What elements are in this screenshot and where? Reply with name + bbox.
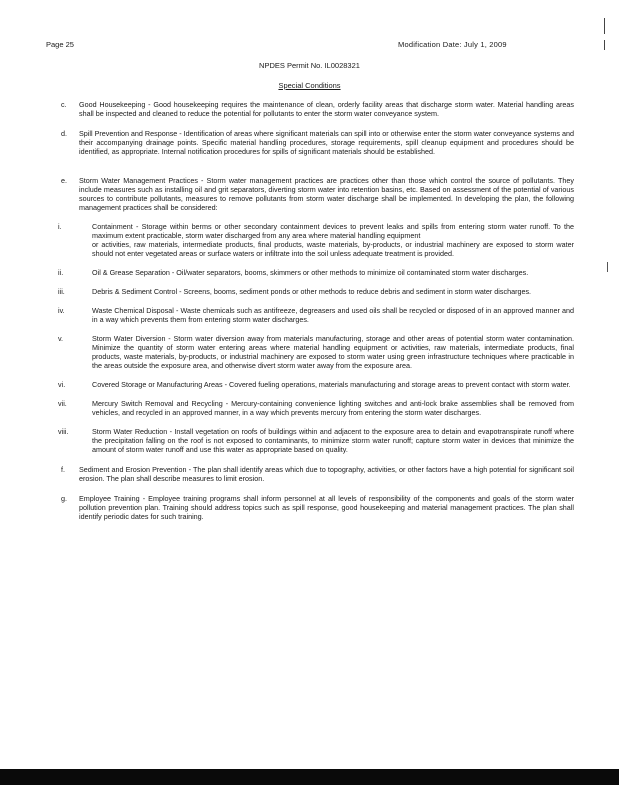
sub-item-text: Waste Chemical Disposal - Waste chemicals such as antifreeze, degreasers and used oils shall be recycled or disposed of in an approved manner and in a way which prevents them from entering storm water discharges. xyxy=(92,306,574,324)
item-text: Employee Training - Employee training programs shall inform personnel at all levels of responsibility of the components and goals of the storm water pollution prevention plan. Training should address topics such as spill response, good housekeeping and material management practices. The plan shall identify periodic dates for such training. xyxy=(79,494,574,521)
sub-item-text: Mercury Switch Removal and Recycling - Mercury-containing convenience lighting switches and anti-lock brake assemblies shall be removed from vehicles, and recycled in an approved manner, in a way which prevents mercury from entering the storm water discharges. xyxy=(92,399,574,417)
scan-mark xyxy=(604,40,605,50)
item-text: Good Housekeeping - Good housekeeping requires the maintenance of clean, orderly facility areas that discharge storm water. Material handling areas shall be inspected and cleaned to reduce the potential for pollutants to enter the storm water conveyance system. xyxy=(79,100,574,118)
sub-item xyxy=(46,287,574,296)
permit-number: NPDES Permit No. IL0028321 xyxy=(259,61,360,70)
sub-item-label: vi. xyxy=(58,380,66,389)
item-text: Spill Prevention and Response - Identification of areas where significant materials can spill into or otherwise enter the storm water conveyance systems and their accompanying drainage points. Specific material handling procedures, storage requirements, spill cleanup equipment and procedures should be identified, as appropriate. Internal notification procedures for spills of significant materials should be established. xyxy=(79,129,574,156)
sub-item-label: iv. xyxy=(58,306,65,315)
sub-item-text: Debris & Sediment Control - Screens, booms, sediment ponds or other methods to reduce debris and sediment in storm water discharges. xyxy=(92,287,532,296)
scan-mark xyxy=(607,262,608,272)
sub-item-label: iii. xyxy=(58,287,65,296)
item-text: Storm Water Management Practices - Storm water management practices are practices other than those which control the source of pollutants. They include measures such as installing oil and grit separators, diverting storm water into retention basins, etc. Based on assessment of the potential of various sources to contribute pollutants, measures to remove pollutants from storm water discharge shall be implemented. In developing the plan, the following management practices shall be considered: xyxy=(79,176,574,212)
sub-item-text: Storm Water Diversion - Storm water diversion away from materials manufacturing, storage and other areas of potential storm water contamination. Minimize the quantity of storm water entering areas where material handling equipment or activities, raw materials, intermediate products, final products, waste materials, by-products, or industrial machinery are exposed to storm water using green infrastructure techniques where practicable in the areas outside the exposure area, and otherwise divert storm water away from the exposure area. xyxy=(92,334,574,370)
scan-border xyxy=(0,769,619,785)
sub-item-label: viii. xyxy=(58,427,69,436)
page-number: Page 25 xyxy=(46,40,74,49)
sub-item xyxy=(46,268,574,277)
sub-item-label: v. xyxy=(58,334,64,343)
sub-item-label: vii. xyxy=(58,399,67,408)
section-title: Special Conditions xyxy=(278,81,341,90)
sub-item-label: i. xyxy=(58,222,62,231)
list-item xyxy=(46,100,574,118)
sub-item xyxy=(46,399,574,417)
sub-item-text: Containment - Storage within berms or other secondary containment devices to prevent leaks and spills from entering storm water runoff. To the maximum extent practicable, storm water discharged from any area where material handling equipment xyxy=(92,222,574,240)
sub-item xyxy=(46,222,574,258)
item-label: e. xyxy=(61,176,67,185)
item-label: f. xyxy=(61,465,65,474)
sub-item-continuation: or activities, raw materials, intermediate products, final products, waste materials, by-products, or industrial machinery are exposed to storm water should not enter vegetated areas or surface waters or infiltrate into the soil unless adequate treatment is provided. xyxy=(92,240,574,258)
item-text: Sediment and Erosion Prevention - The plan shall identify areas which due to topography, activities, or other factors have a high potential for significant soil erosion. The plan shall describe measures to limit erosion. xyxy=(79,465,574,483)
item-label: d. xyxy=(61,129,67,138)
list-item xyxy=(46,129,574,156)
sub-item-text: Oil & Grease Separation - Oil/water separators, booms, skimmers or other methods to minimize oil contaminated storm water discharges. xyxy=(92,268,529,277)
list-item xyxy=(46,176,574,454)
sub-item xyxy=(46,427,574,454)
sub-item-text: Covered Storage or Manufacturing Areas - Covered fueling operations, materials manufacturing and storage areas to prevent contact with storm water. xyxy=(92,380,571,389)
sub-item xyxy=(46,306,574,324)
conditions-list xyxy=(46,100,574,532)
scan-mark xyxy=(604,18,605,34)
list-item xyxy=(46,465,574,483)
sub-item xyxy=(46,334,574,370)
item-label: g. xyxy=(61,494,67,503)
modification-date: Modification Date: July 1, 2009 xyxy=(398,40,507,49)
sub-item xyxy=(46,380,574,389)
sub-item-label: ii. xyxy=(58,268,64,277)
sub-item-text: Storm Water Reduction - Install vegetation on roofs of buildings within and adjacent to the exposure area to detain and evapotranspirate runoff where the precipitation falling on the roof is not exposed to contaminants, to minimize storm water runoff; capture storm water in devices that minimize the amount of storm water runoff and use this water as appropriate based on quality. xyxy=(92,427,574,454)
list-item xyxy=(46,494,574,521)
item-label: c. xyxy=(61,100,67,109)
